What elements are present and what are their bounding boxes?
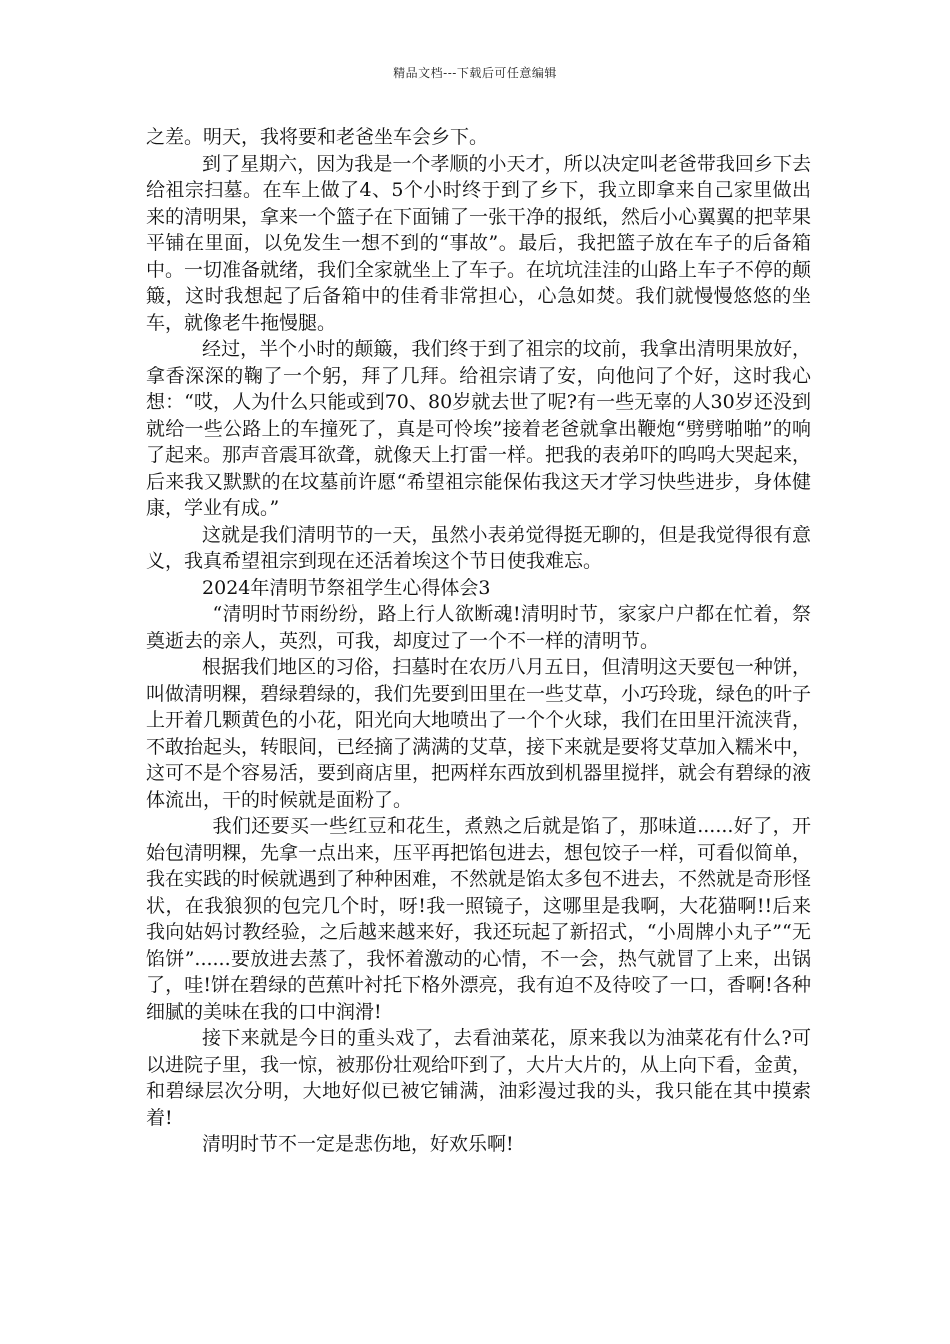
page-header: 精品文档---下载后可任意编辑 [393,66,557,80]
paragraph-closing: 清明时节不一定是悲伤地，好欢乐啊! [202,1133,514,1155]
paragraph-rapeseed-flowers: 接下来就是今日的重头戏了，去看油菜花，原来我以为油菜花有什么?可以进院子里，我一惊，被那份壮观给吓到了，大片大片的，从上向下看，金黄，和碧绿层次分明，大地好似已被它铺满，油彩漫过我的头，我只能在其中摸索着! [146,1027,812,1129]
paragraph-conclusion: 这就是我们清明节的一天，虽然小表弟觉得挺无聊的，但是我觉得很有意义，我真希望祖宗到现在还活着埃这个节日使我难忘。 [146,523,811,572]
section-heading: 2024年清明节祭祖学生心得体会3 [202,576,491,599]
document-body [146,124,811,1158]
paragraph-custom: 根据我们地区的习俗，扫墓时在农历八月五日，但清明这天要包一种饼，叫做清明粿，碧绿碧绿的，我们先要到田里在一些艾草，小巧玲珑，绿色的叶子上开着几颗黄色的小花，阳光向大地喷出了一个个火球，我们在田里汗流浃背，不敢抬起头，转眼间，已经摘了满满的艾草，接下来就是要将艾草加入糯米中，这可不是个容易活，要到商店里，把两样东西放到机器里搅拌，就会有碧绿的液体流出，干的时候就是面粉了。 [146,656,812,811]
paragraph-at-grave: 经过，半个小时的颠簸，我们终于到了祖宗的坟前，我拿出清明果放好，拿香深深的鞠了一个躬，拜了几拜。给祖宗请了安，向他问了个好，这时我心想：“哎，人为什么只能或到70、80岁就去世了呢?有一些无辜的人30岁还没到就给一些公路上的车撞死了，真是可怜埃”接着老爸就拿出鞭炮“劈劈啪啪”的响了起来。那声音震耳欲聋，就像天上打雷一样。把我的表弟吓的呜呜大哭起来，后来我又默默的在坟墓前许愿“希望祖宗能保佑我这天才学习快些进步，身体健康，学业有成。” [146,338,812,519]
paragraph-intro-poem: “清明时节雨纷纷，路上行人欲断魂!清明时节，家家户户都在忙着，祭奠逝去的亲人，英烈，可我，却度过了一个不一样的清明节。 [146,603,811,652]
paragraph-trip-to-countryside: 到了星期六，因为我是一个孝顺的小天才，所以决定叫老爸带我回乡下去给祖宗扫墓。在车上做了4、5个小时终于到了乡下，我立即拿来自己家里做出来的清明果，拿来一个篮子在下面铺了一张干净的报纸，然后小心翼翼的把苹果平铺在里面，以免发生一想不到的“事故”。最后，我把篮子放在车子的后备箱中。一切准备就绪，我们全家就坐上了车子。在坑坑洼洼的山路上车子不停的颠簸，这时我想起了后备箱中的佳肴非常担心，心急如焚。我们就慢慢悠悠的坐车，就像老牛拖慢腿。 [146,152,812,334]
paragraph-making-cakes: 我们还要买一些红豆和花生，煮熟之后就是馅了，那味道......好了，开始包清明粿，先拿一点出来，压平再把馅包进去，想包饺子一样，可看似简单，我在实践的时候就遇到了种种困难，不然就是馅太多包不进去，不然就是奇形怪状，在我狼狈的包完几个时，呀!我一照镜子，这哪里是我啊，大花猫啊!!后来我向姑妈讨教经验，之后越来越来好，我还玩起了新招式，“小周牌小丸子”“无馅饼”......要放进去蒸了，我怀着激动的心情，不一会，热气就冒了上来，出锅了，哇!饼在碧绿的芭蕉叶衬托下格外漂亮，我有迫不及待咬了一口，香啊!各种细腻的美味在我的口中润滑! [146,815,812,1023]
paragraph-continuation: 之差。明天，我将要和老爸坐车会乡下。 [146,126,489,148]
